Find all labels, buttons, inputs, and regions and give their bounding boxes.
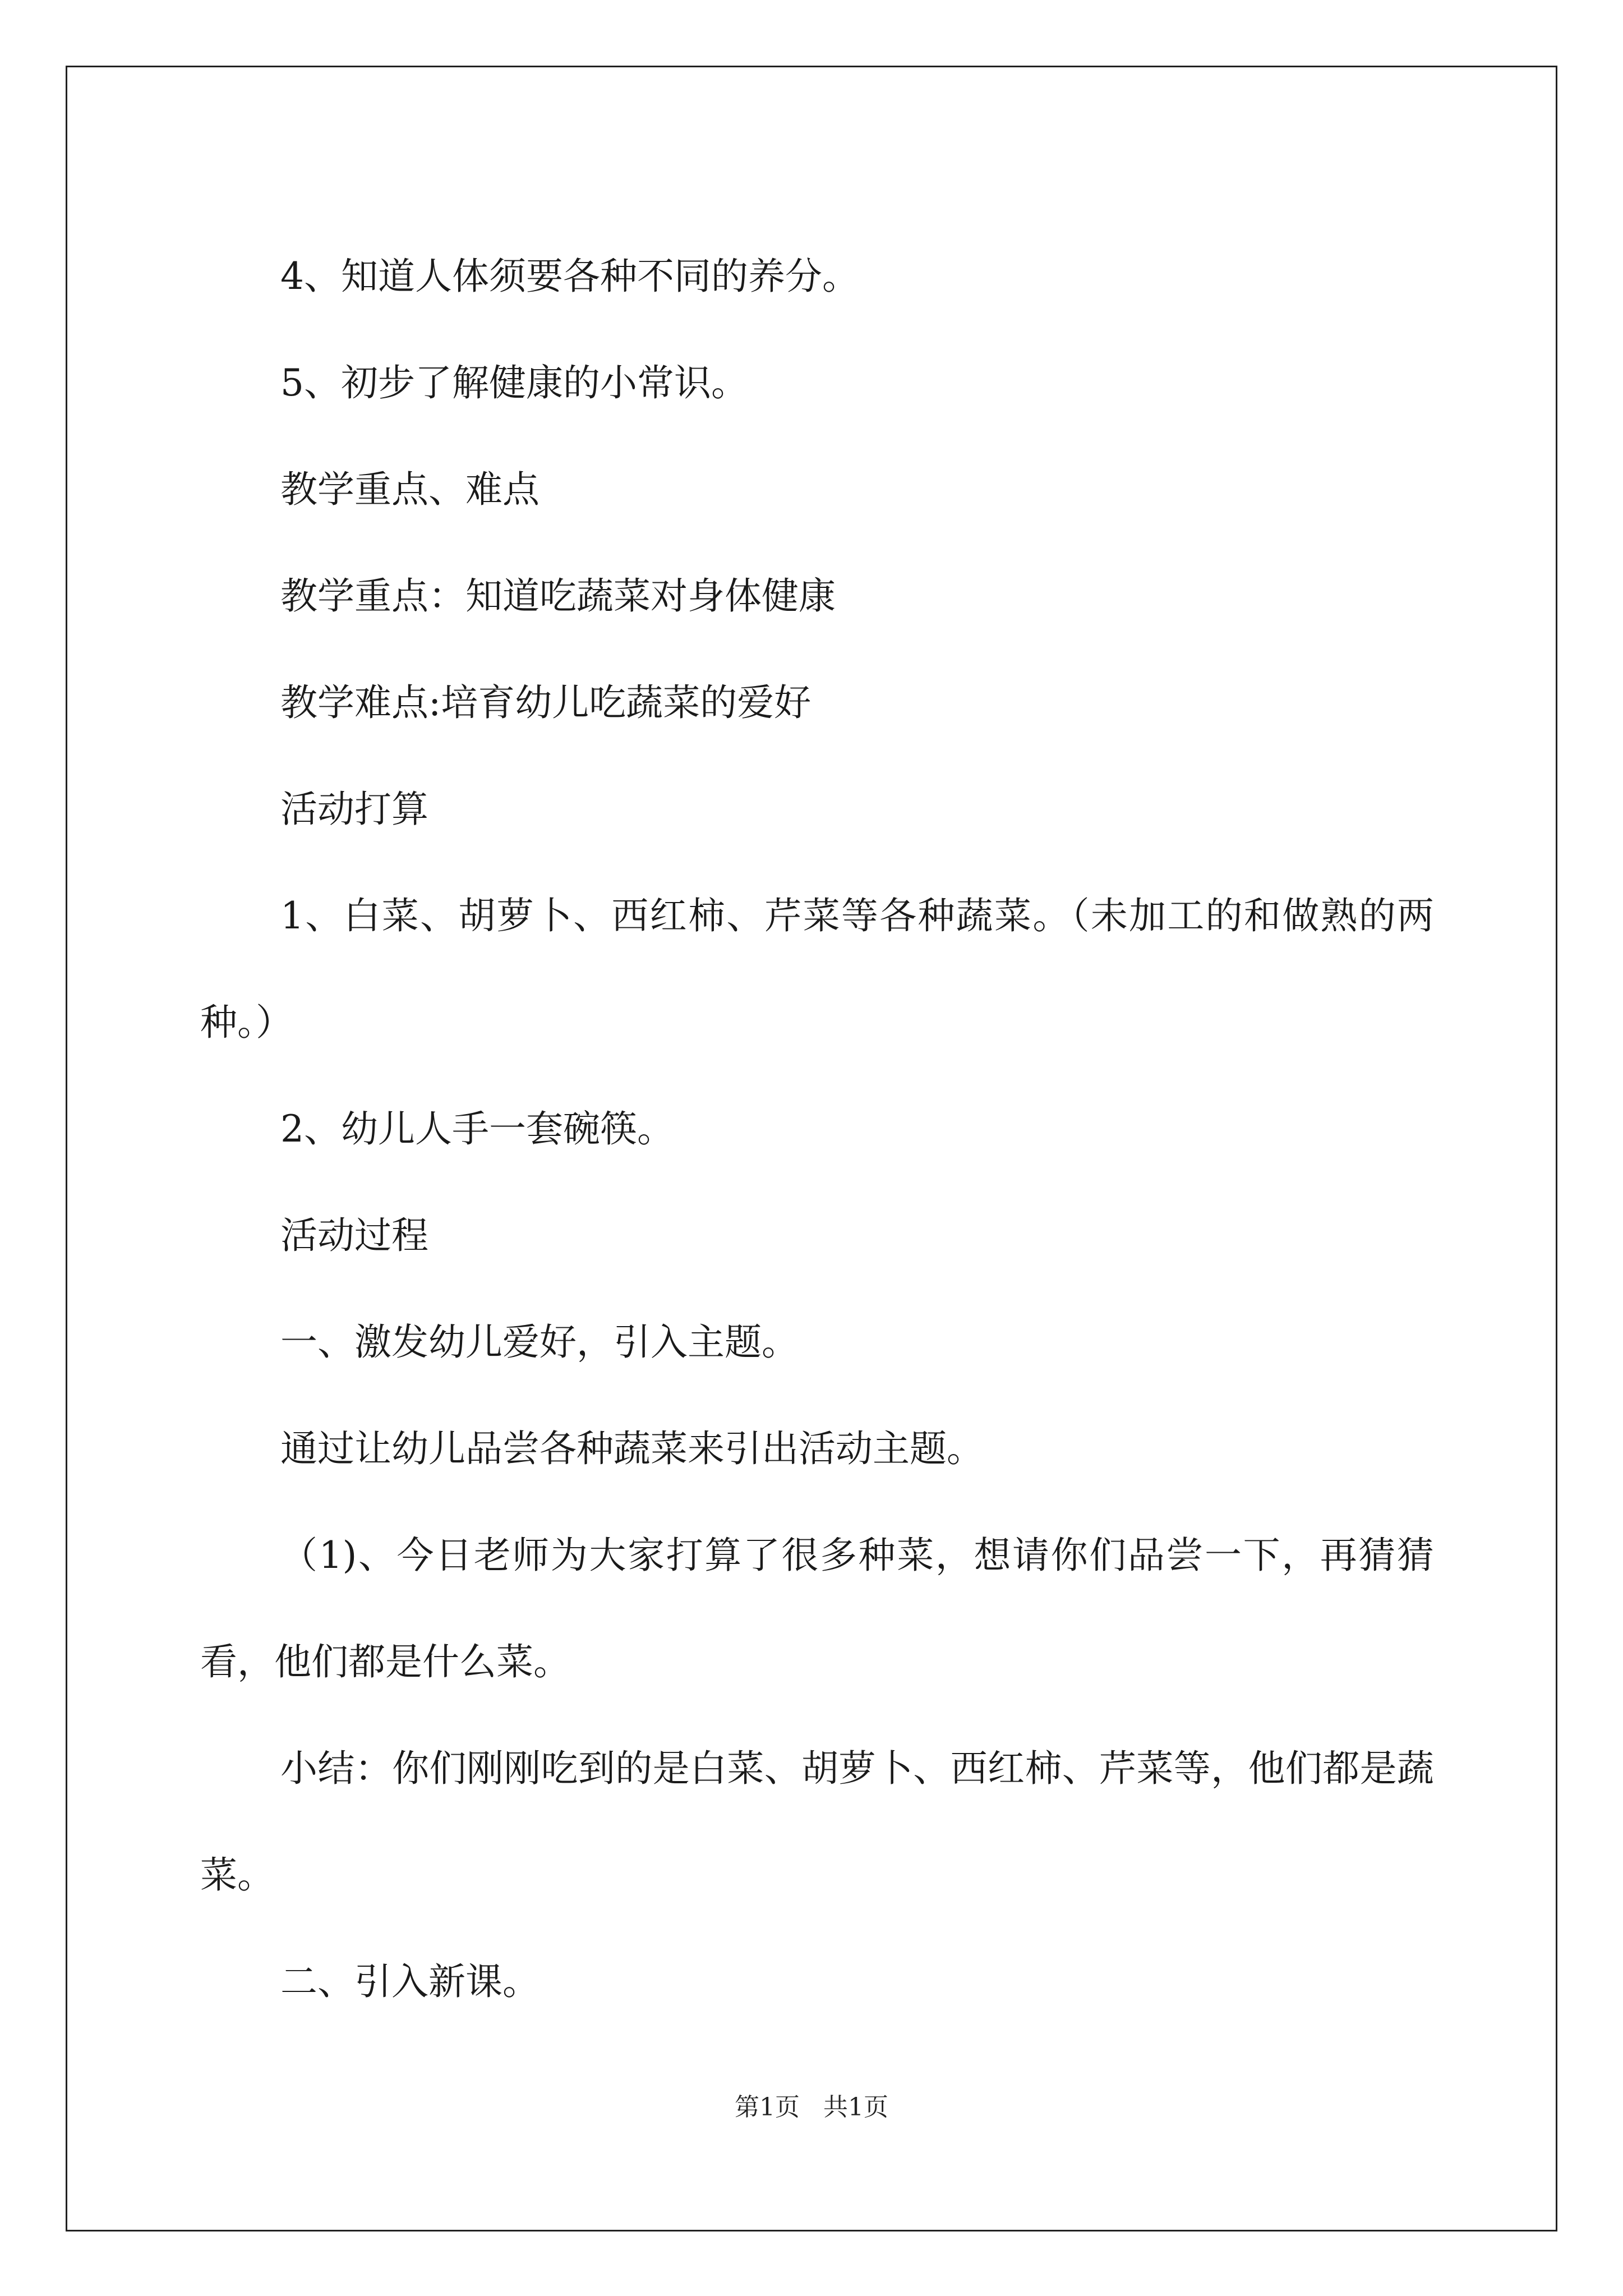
paragraph: 小结：你们刚刚吃到的是白菜、胡萝卜、西红柿、芹菜等，他们都是蔬菜。 [200, 1747, 1434, 1897]
paragraph: 通过让幼儿品尝各种蔬菜来引出活动主题。 [280, 1427, 984, 1470]
paragraph: 教学难点:培育幼儿吃蔬菜的爱好 [280, 681, 811, 724]
paragraph: 一、激发幼儿爱好，引入主题。 [280, 1320, 799, 1364]
page-footer: 第1页 共1页 [735, 2093, 888, 2122]
section-heading: 活动过程 [280, 1214, 428, 1257]
paragraph: 二、引入新课。 [280, 1960, 540, 2003]
paragraph: 1、白菜、胡萝卜、西红柿、芹菜等各种蔬菜。（未加工的和做熟的两种。） [200, 894, 1434, 1044]
paragraph: 教学重点：知道吃蔬菜对身体健康 [280, 574, 836, 618]
paragraph: 2、幼儿人手一套碗筷。 [280, 1107, 674, 1151]
paragraph: （1)、今日老师为大家打算了很多种菜，想请你们品尝一下，再猜猜看，他们都是什么菜。 [200, 1534, 1434, 1683]
paragraph: 4、知道人体须要各种不同的养分。 [280, 255, 859, 298]
document-body [200, 223, 1434, 2035]
section-heading: 活动打算 [280, 788, 428, 831]
paragraph: 5、初步了解健康的小常识。 [280, 361, 748, 404]
section-heading: 教学重点、难点 [280, 468, 540, 511]
